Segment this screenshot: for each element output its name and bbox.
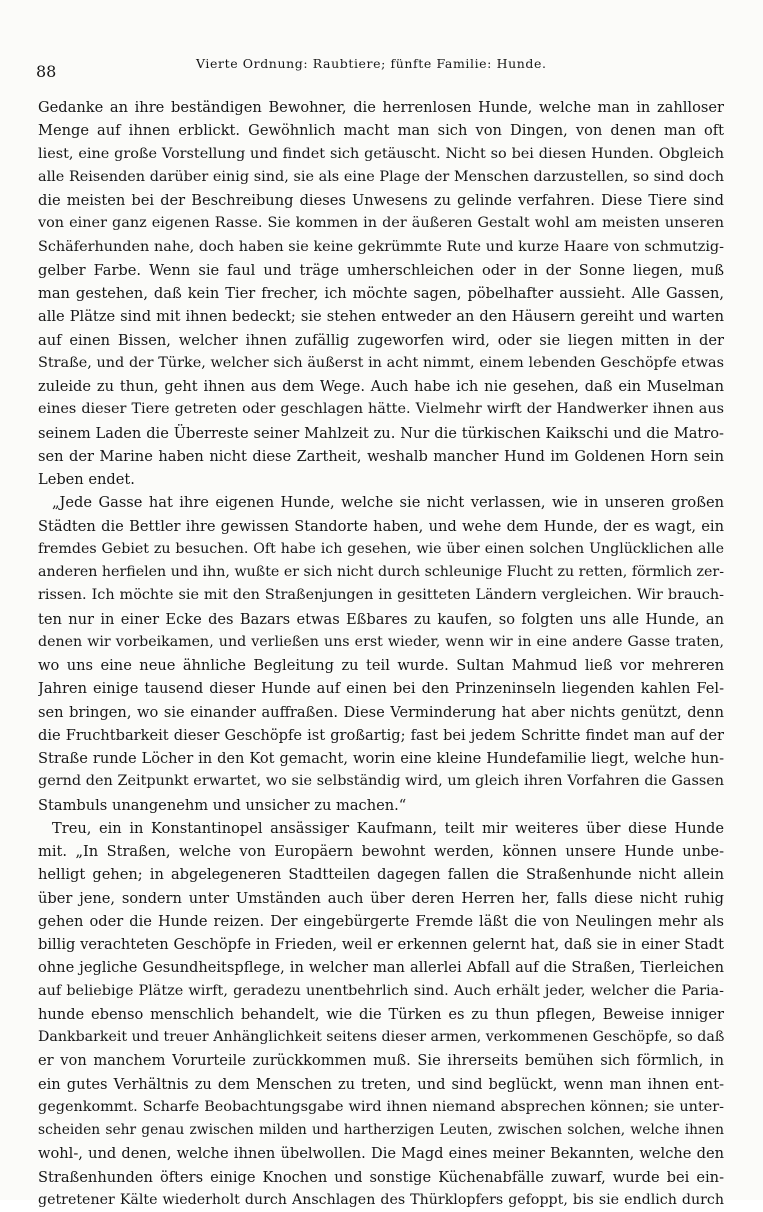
- text-line: man gestehen, daß kein Tier frecher, ich möchte sagen, pöbelhafter aussieht. Alle Gassen,: [38, 285, 724, 302]
- text-line: Leben endet.: [38, 471, 135, 488]
- page-header: [36, 56, 726, 81]
- text-line: wohl-, und denen, welche ihnen übelwollen. Die Magd eines meiner Bekannten, welche den: [38, 1145, 724, 1163]
- text-line: liest, eine große Vorstellung und findet sich getäuscht. Nicht so bei diesen Hunden. Obgleich: [38, 145, 724, 162]
- text-line: zuleide zu thun, geht ihnen aus dem Wege. Auch habe ich nie gesehen, daß ein Muselman: [38, 378, 724, 395]
- text-line: fremdes Gebiet zu besuchen. Oft habe ich gesehen, wie über einen solchen Unglücklichen alle: [38, 540, 724, 557]
- text-line: Stambuls unangenehm und unsicher zu machen.“: [38, 796, 407, 814]
- text-line: Straße, und der Türke, welcher sich äußerst in acht nimmt, einem lebenden Geschöpfe etwas: [38, 354, 724, 371]
- text-line: rissen. Ich möchte sie mit den Straßenjungen in gesitteten Ländern vergleichen. Wir brauch-: [38, 587, 724, 604]
- text-line: Dankbarkeit und treuer Anhänglichkeit seitens dieser armen, verkommenen Geschöpfe, so daß: [38, 1029, 724, 1045]
- text-line: ten nur in einer Ecke des Bazars etwas Eßbares zu kaufen, so folgten uns alle Hunde, an: [38, 610, 724, 628]
- text-line: Treu, ein in Konstantinopel ansässiger Kaufmann, teilt mir weiteres über diese Hunde: [52, 819, 724, 837]
- text-line: auf beliebige Plätze wirft, geradezu unentbehrlich sind. Auch erhält jeder, welcher die Paria-: [38, 982, 724, 999]
- text-line: gelber Farbe. Wenn sie faul und träge umherschleichen oder in der Sonne liegen, muß: [38, 261, 724, 279]
- text-line: Straße runde Löcher in den Kot gemacht, worin eine kleine Hundefamilie liegt, welche hun-: [38, 750, 724, 767]
- text-line: scheiden sehr genau zwischen milden und hartherzigen Leuten, zwischen solchen, welche ihnen: [38, 1122, 724, 1138]
- text-line: Städten die Bettler ihre gewissen Standorte haben, und wehe dem Hunde, der es wagt, ein: [38, 517, 724, 535]
- text-line: ein gutes Verhältnis zu dem Menschen zu treten, und sind beglückt, wenn man ihnen ent-: [38, 1075, 724, 1093]
- text-line: anderen herfielen und ihn, wußte er sich nicht durch schleunige Flucht zu retten, förmlich zer-: [38, 564, 724, 580]
- text-line: die meisten bei der Beschreibung dieses Unwesens zu gelinde verfahren. Diese Tiere sind: [38, 192, 724, 209]
- text-line: gernd den Zeitpunkt erwartet, wo sie selbständig wird, um gleich ihren Vorfahren die Gassen: [38, 773, 724, 790]
- running-head: Vierte Ordnung: Raubtiere; fünfte Familie: Hunde.: [196, 56, 547, 71]
- paragraph: [38, 817, 724, 1212]
- text-line: seinem Laden die Überreste seiner Mahlzeit zu. Nur die türkischen Kaikschi und die Matro-: [38, 424, 724, 442]
- text-line: über jene, sondern unter Umständen auch über deren Herren her, falls diese nicht ruhig: [38, 889, 724, 907]
- text-line: von einer ganz eigenen Rasse. Sie kommen in der äußeren Gestalt wohl am meisten unseren: [38, 215, 724, 232]
- text-line: denen wir vorbeikamen, und verließen uns erst wieder, wenn wir in eine andere Gasse traten,: [38, 633, 724, 650]
- text-line: Menge auf ihnen erblickt. Gewöhnlich macht man sich von Dingen, von denen man oft: [38, 122, 724, 140]
- text-line: billig verachteten Geschöpfe in Frieden, weil er erkennen gelernt hat, daß sie in einer Stadt: [38, 936, 724, 953]
- text-line: „Jede Gasse hat ihre eigenen Hunde, welche sie nicht verlassen, wie in unseren großen: [52, 494, 724, 512]
- text-line: wo uns eine neue ähnliche Begleitung zu teil wurde. Sultan Mahmud ließ vor mehreren: [38, 657, 724, 674]
- text-line: Schäferhunden nahe, doch haben sie keine gekrümmte Rute und kurze Haare von schmutzig-: [38, 238, 724, 255]
- paragraph: [38, 491, 724, 817]
- page-number: 88: [36, 62, 57, 81]
- text-line: auf einen Bissen, welcher ihnen zufällig zugeworfen wird, oder sie liegen mitten in der: [38, 331, 724, 349]
- text-line: er von manchem Vorurteile zurückkommen muß. Sie ihrerseits bemühen sich förmlich, in: [38, 1052, 724, 1070]
- text-line: sen der Marine haben nicht diese Zartheit, weshalb mancher Hund im Goldenen Horn sein: [38, 447, 724, 465]
- text-line: mit. „In Straßen, welche von Europäern bewohnt werden, können unsere Hunde unbe-: [38, 843, 724, 860]
- text-line: alle Plätze sind mit ihnen bedeckt; sie stehen entweder an den Häusern gereiht und warten: [38, 308, 724, 326]
- text-line: ohne jegliche Gesundheitspflege, in welcher man allerlei Abfall auf die Straßen, Tierleichen: [38, 959, 724, 977]
- text-line: Gedanke an ihre beständigen Bewohner, die herrenlosen Hunde, welche man in zahlloser: [38, 99, 724, 116]
- text-line: eines dieser Tiere getreten oder geschlagen hätte. Vielmehr wirft der Handwerker ihnen aus: [38, 401, 724, 418]
- text-line: Straßenhunden öfters einige Knochen und sonstige Küchenabfälle zuwarf, wurde bei ein-: [38, 1168, 724, 1186]
- text-line: helligt gehen; in abgelegeneren Stadtteilen dagegen fallen die Straßenhunde nicht allein: [38, 866, 724, 884]
- text-line: gehen oder die Hunde reizen. Der eingebürgerte Fremde läßt die von Neulingen mehr als: [38, 912, 724, 930]
- text-line: alle Reisenden darüber einig sind, sie als eine Plage der Menschen darzustellen, so sind doch: [38, 168, 724, 185]
- text-line: Jahren einige tausend dieser Hunde auf einen bei den Prinzeninseln liegenden kahlen Fel-: [38, 680, 724, 698]
- text-line: hunde ebenso menschlich behandelt, wie die Türken es zu thun pflegen, Beweise inniger: [38, 1005, 724, 1023]
- paragraph: [38, 96, 724, 491]
- text-line: die Fruchtbarkeit dieser Geschöpfe ist großartig; fast bei jedem Schritte findet man auf der: [38, 726, 724, 744]
- text-line: getretener Kälte wiederholt durch Anschlagen des Thürklopfers gefoppt, bis sie endlich durch: [38, 1191, 724, 1208]
- text-line: sen bringen, wo sie einander auffraßen. Diese Verminderung hat aber nichts genützt, denn: [38, 703, 724, 721]
- text-line: gegenkommt. Scharfe Beobachtungsgabe wird ihnen niemand absprechen können; sie unter-: [38, 1098, 724, 1115]
- body-text: [38, 96, 724, 1212]
